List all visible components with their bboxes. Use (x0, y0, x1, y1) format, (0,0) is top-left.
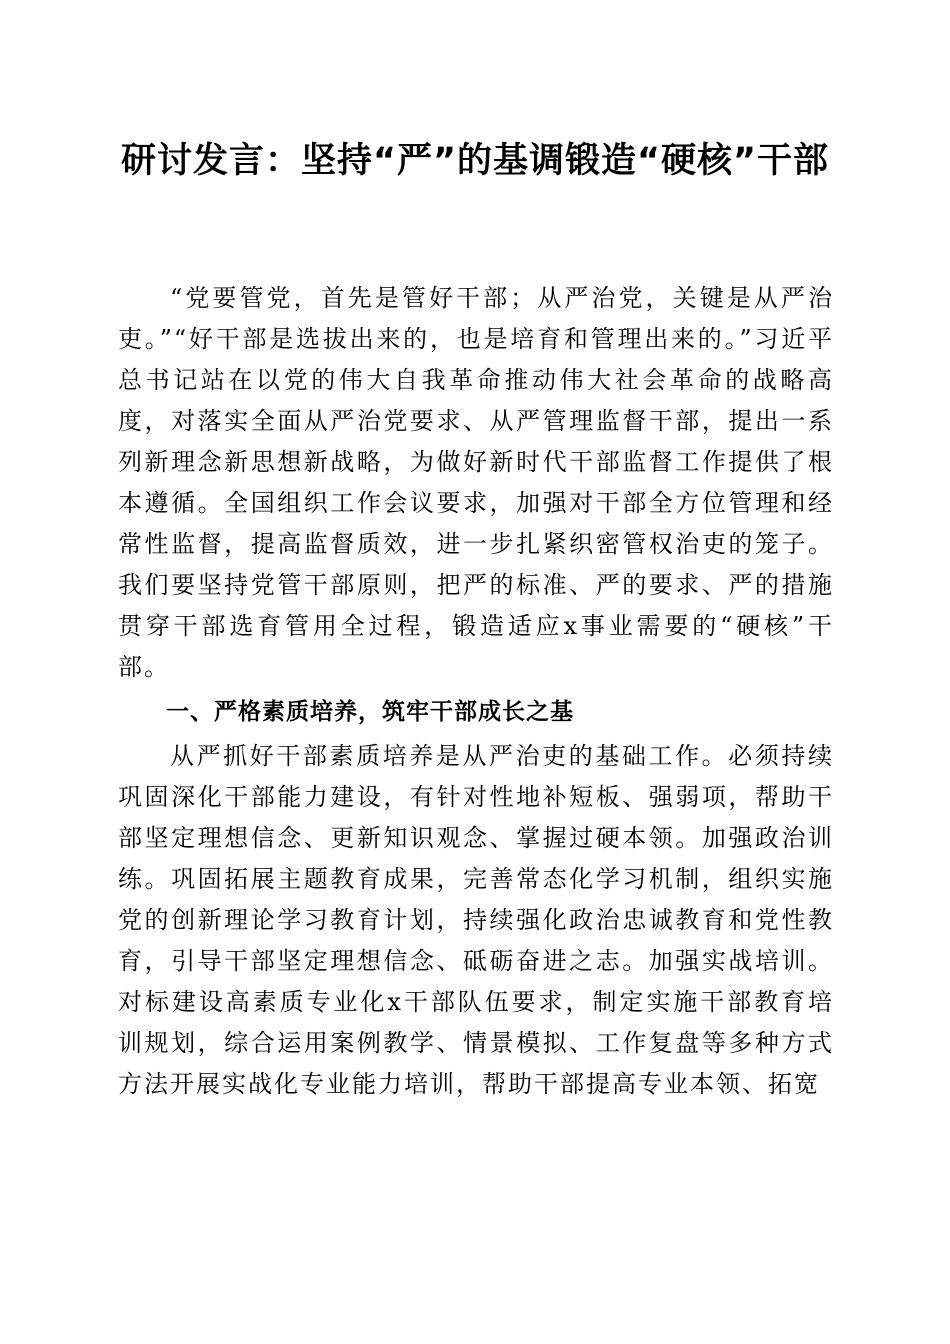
intro-paragraph: “党要管党，首先是管好干部；从严治党，关键是从严治吏。”“好干部是选拔出来的，也是培育和管理出来的。”习近平总书记站在以党的伟大自我革命推动伟大社会革命的战略高度，对落实全面从严治党要求、从严管理监督干部，提出一系列新理念新思想新战略，为做好新时代干部监督工作提供了根本遵循。全国组织工作会议要求，加强对干部全方位管理和经常性监督，提高监督质效，进一步扎紧织密管权治吏的笼子。我们要坚持党管干部原则，把严的标准、严的要求、严的措施贯穿干部选育管用全过程，锻造适应x事业需要的“硬核”干部。 (118, 284, 834, 681)
section-paragraph: 从严抓好干部素质培养是从严治吏的基础工作。必须持续巩固深化干部能力建设，有针对性地补短板、强弱项，帮助干部坚定理想信念、更新知识观念、掌握过硬本领。加强政治训练。巩固拓展主题教育成果，完善常态化学习机制，组织实施党的创新理论学习教育计划，持续强化政治忠诚教育和党性教育，引导干部坚定理想信念、砥砺奋进之志。加强实战培训。对标建设高素质专业化x干部队伍要求，制定实施干部教育培训规划，综合运用案例教学、情景模拟、工作复盘等多种方式方法开展实战化专业能力培训，帮助干部提高专业本领、拓宽 (118, 742, 834, 1098)
document-body (118, 278, 834, 1105)
document-title: 研讨发言：坚持“严”的基调锻造“硬核”干部 (120, 141, 829, 181)
section-heading: 一、严格素质培养，筑牢干部成长之基 (166, 699, 574, 725)
